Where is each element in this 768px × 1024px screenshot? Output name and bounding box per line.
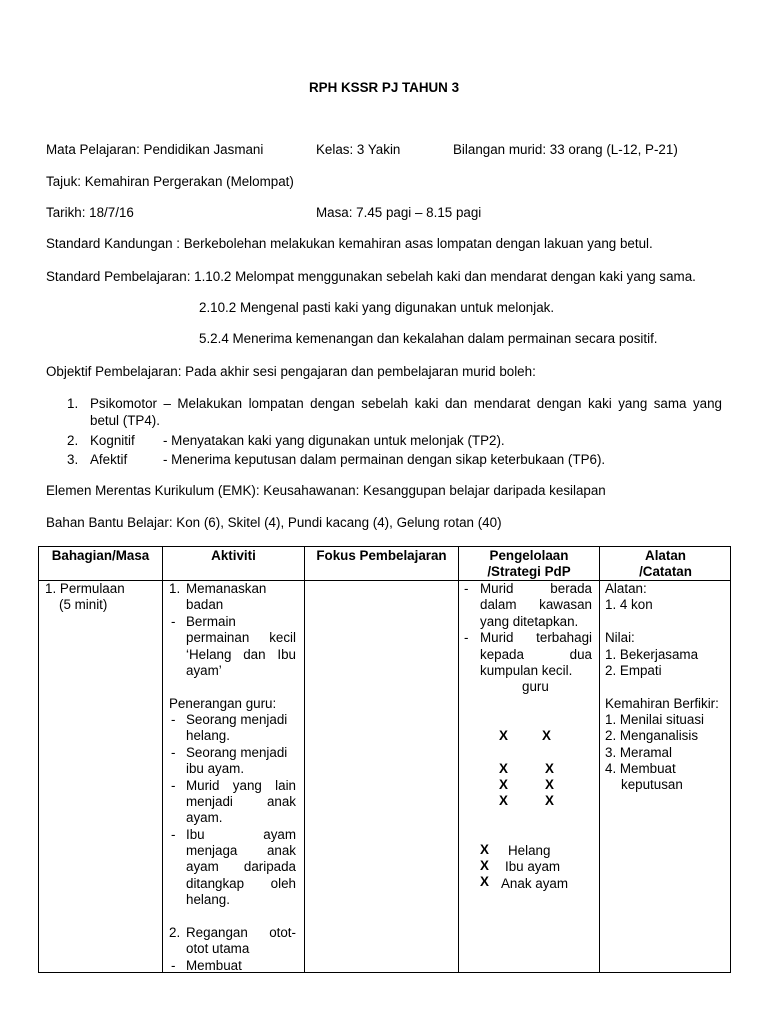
values-label: Nilai: [605, 630, 635, 645]
learning-standard-2: 2.10.2 Mengenal pasti kaki yang digunakan untuk melonjak. [199, 300, 555, 315]
activity-item-number: 1. [169, 581, 181, 596]
role-hen-l1: Seorang menjadi [186, 745, 288, 760]
activity-stretch-l2: otot utama [186, 941, 250, 956]
header-alatan-line1: Alatan [645, 548, 686, 563]
header-pengelolaan [459, 548, 599, 580]
topic: Tajuk: Kemahiran Pergerakan (Melompat) [46, 174, 294, 189]
formation-mark: X [499, 777, 508, 792]
strategy-2-l2: kepada dua [480, 647, 592, 662]
header-fokus: Fokus Pembelajaran [316, 548, 447, 563]
subject: Mata Pelajaran: Pendidikan Jasmani [46, 142, 264, 157]
page-title: RPH KSSR PJ TAHUN 3 [308, 80, 460, 95]
legend-hen: Ibu ayam [505, 859, 561, 874]
rule-l4: ditangkap oleh [186, 876, 296, 891]
teacher-label: guru [522, 679, 549, 694]
activity-game-l4: ayam’ [186, 663, 222, 678]
objective-kognitif-label: Kognitif [90, 433, 135, 448]
dash-bullet: - [464, 630, 469, 645]
materials: Bahan Bantu Belajar: Kon (6), Skitel (4), Pundi kacang (4), Gelung rotan (40) [46, 515, 502, 530]
tools-item: 1. 4 kon [605, 597, 653, 612]
formation-mark: X [499, 728, 508, 743]
thinking-skill-item-cont: keputusan [621, 777, 683, 792]
dash-bullet: - [171, 778, 176, 793]
legend-mark: X [480, 842, 489, 857]
class: Kelas: 3 Yakin [316, 142, 401, 157]
section-name: 1. Permulaan [45, 581, 125, 596]
header-alatan-line2: /Catatan [639, 564, 692, 579]
column-divider [599, 547, 600, 972]
objective-afektif-text: - Menerima keputusan dalam permainan dengan sikap keterbukaan (TP6). [163, 452, 606, 467]
student-count: Bilangan murid: 33 orang (L-12, P-21) [453, 142, 678, 157]
legend-mark: X [480, 858, 489, 873]
rule-l2: menjaga anak [186, 843, 296, 858]
date: Tarikh: 18/7/16 [46, 205, 134, 220]
objective-intro: Objektif Pembelajaran: Pada akhir sesi pengajaran dan pembelajaran murid boleh: [46, 364, 536, 379]
legend-mark: X [480, 874, 489, 889]
objective-psikomotor-cont: betul (TP4). [90, 413, 160, 428]
rule-l3: ayam daripada [186, 859, 296, 874]
section-time: (5 minit) [59, 597, 108, 612]
formation-mark: X [545, 761, 554, 776]
strategy-1-l2: dalam kawasan [480, 597, 592, 612]
time: Masa: 7.45 pagi – 8.15 pagi [316, 205, 482, 220]
formation-mark: X [542, 728, 551, 743]
column-divider [304, 547, 305, 972]
activity-warmup-cont: badan [186, 597, 224, 612]
learning-standard-3: 5.2.4 Menerima kemenangan dan kekalahan dalam permainan secara positif. [199, 331, 658, 346]
activity-game-l1: Bermain [186, 614, 236, 629]
strategy-1-l1: Murid berada [480, 581, 592, 596]
activity-warmup: Memanaskan [186, 581, 267, 596]
dash-bullet: - [464, 581, 469, 596]
header-alatan [600, 548, 731, 580]
dash-bullet: - [171, 958, 176, 973]
learning-standard-1: Standard Pembelajaran: 1.10.2 Melompat menggunakan sebelah kaki dan mendarat dengan kaki yang sama. [46, 269, 696, 284]
role-chicks-l3: ayam. [186, 810, 223, 825]
activity-item-number: 2. [169, 925, 181, 940]
activity-game-l3: ‘Helang dan Ibu [186, 647, 296, 662]
objective-kognitif-text: - Menyatakan kaki yang digunakan untuk melonjak (TP2). [163, 433, 505, 448]
objective-number: 2. [67, 433, 79, 448]
strategy-2-l3: kumpulan kecil. [480, 663, 573, 678]
tools-label: Alatan: [605, 581, 647, 596]
thinking-skills-label: Kemahiran Berfikir: [605, 696, 719, 711]
teacher-explanation: Penerangan guru: [169, 696, 277, 711]
role-eagle-l2: helang. [186, 728, 230, 743]
thinking-skill-item: 3. Meramal [605, 745, 672, 760]
thinking-skill-item: 1. Menilai situasi [605, 712, 704, 727]
content-standard: Standard Kandungan : Berkebolehan melakukan kemahiran asas lompatan dengan lakuan yang betul. [46, 236, 653, 251]
objective-psikomotor: Psikomotor – Melakukan lompatan dengan sebelah kaki dan mendarat dengan kaki yang sama yang [90, 396, 722, 411]
strategy-1-l3: yang ditetapkan. [480, 614, 579, 629]
legend-chicks: Anak ayam [501, 876, 568, 891]
strategy-2-l1: Murid terbahagi [480, 630, 592, 645]
rule-l5: helang. [186, 892, 230, 907]
dash-bullet: - [171, 827, 176, 842]
header-pengelolaan-line1: Pengelolaan [489, 548, 569, 563]
header-bahagian: Bahagian/Masa [51, 548, 150, 563]
column-divider [458, 547, 459, 972]
dash-bullet: - [171, 614, 176, 629]
formation-mark: X [499, 793, 508, 808]
legend-eagle: Helang [508, 843, 551, 858]
thinking-skill-item: 4. Membuat [605, 761, 676, 776]
lesson-table [38, 546, 731, 973]
dash-bullet: - [171, 745, 176, 760]
objective-number: 1. [67, 396, 79, 411]
formation-mark: X [499, 761, 508, 776]
rule-l1: Ibu ayam [186, 827, 296, 842]
formation-mark: X [545, 793, 554, 808]
emk: Elemen Merentas Kurikulum (EMK): Keusahawanan: Kesanggupan belajar daripada kesilapan [46, 483, 606, 498]
thinking-skill-item: 2. Menganalisis [605, 728, 699, 743]
formation-mark: X [545, 777, 554, 792]
role-chicks-l1: Murid yang lain [186, 778, 296, 793]
objective-number: 3. [67, 452, 79, 467]
value-item: 2. Empati [605, 663, 662, 678]
header-aktiviti: Aktiviti [211, 548, 256, 563]
role-chicks-l2: menjadi anak [186, 794, 296, 809]
activity-game-l2: permainan kecil [186, 630, 296, 645]
dash-bullet: - [171, 712, 176, 727]
activity-stretch-sub: Membuat [186, 958, 242, 973]
activity-stretch-l1: Regangan otot- [186, 925, 296, 940]
value-item: 1. Bekerjasama [605, 647, 699, 662]
role-eagle-l1: Seorang menjadi [186, 712, 288, 727]
role-hen-l2: ibu ayam. [186, 761, 245, 776]
column-divider [162, 547, 163, 972]
header-pengelolaan-line2: /Strategi PdP [487, 564, 571, 579]
objective-afektif-label: Afektif [90, 452, 128, 467]
